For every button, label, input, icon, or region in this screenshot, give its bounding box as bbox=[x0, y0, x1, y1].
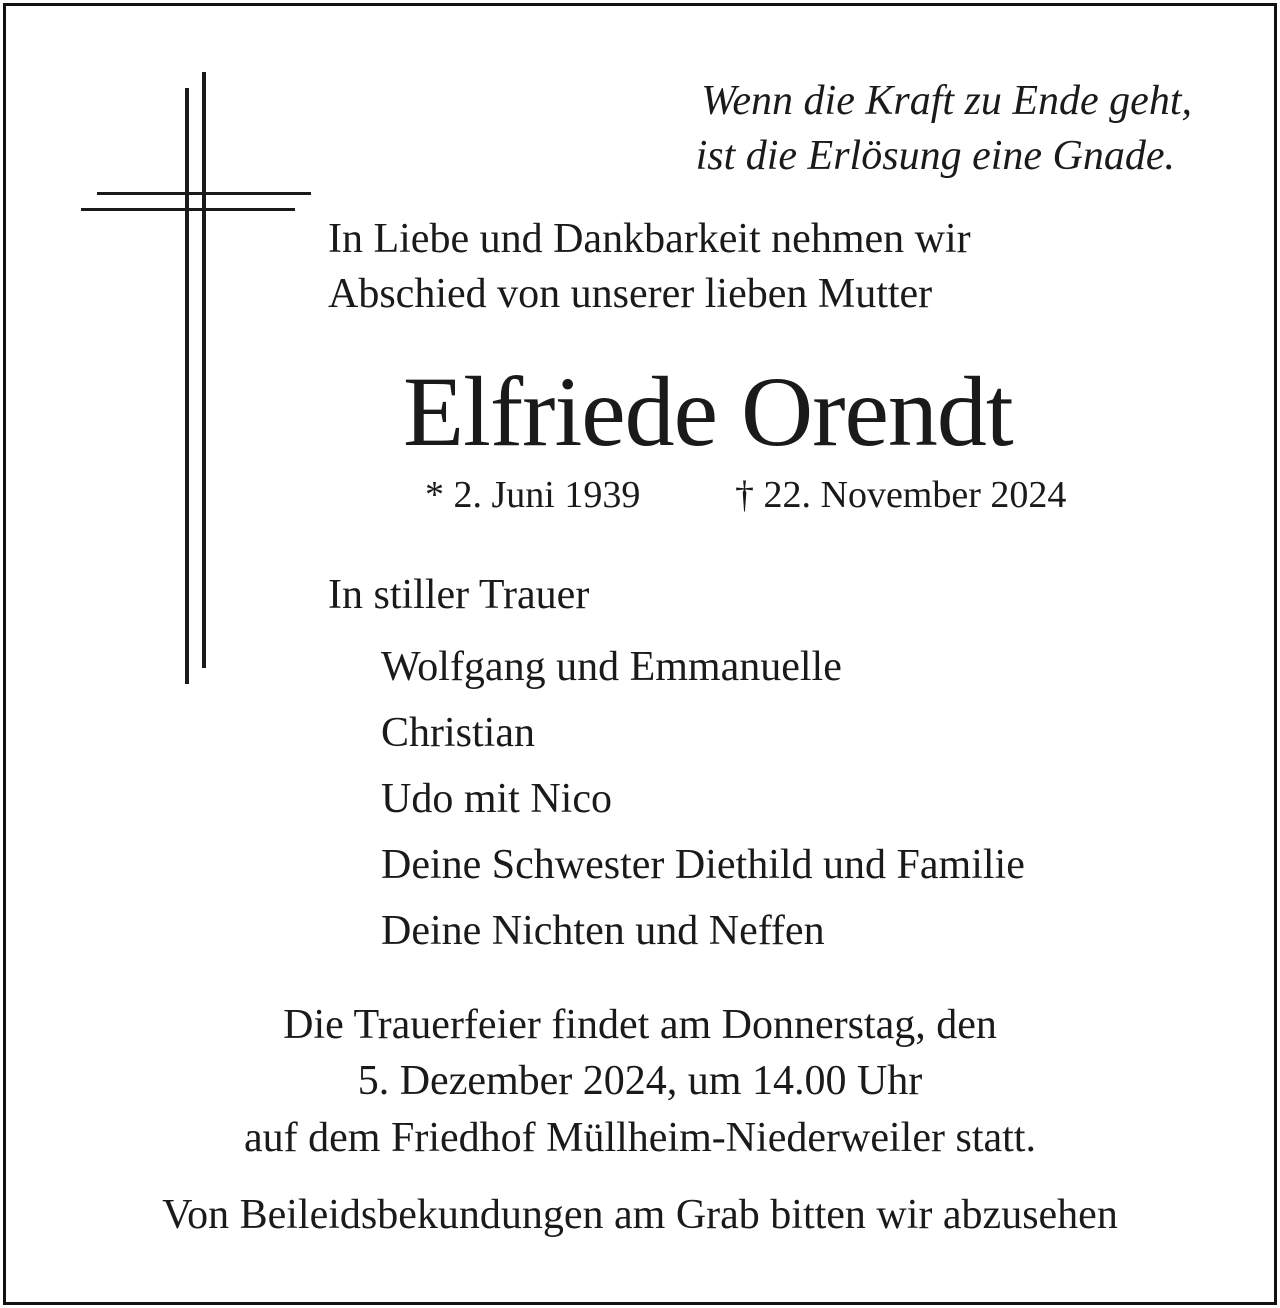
service-line-1: Die Trauerfeier findet am Donnerstag, den bbox=[283, 1002, 997, 1048]
intro-line-2: Abschied von unserer lieben Mutter bbox=[328, 271, 933, 317]
mourner-name: Deine Schwester Diethild und Familie bbox=[381, 842, 1025, 888]
deceased-name: Elfriede Orendt bbox=[403, 356, 1013, 467]
birth-date: * 2. Juni 1939 bbox=[425, 474, 641, 516]
mourner-name: Wolfgang und Emmanuelle bbox=[381, 644, 842, 690]
service-line-3: auf dem Friedhof Müllheim-Niederweiler statt. bbox=[244, 1115, 1036, 1161]
motto-line-2: ist die Erlösung eine Gnade. bbox=[695, 133, 1175, 179]
mourner-name: Deine Nichten und Neffen bbox=[381, 908, 825, 954]
service-line-2: 5. Dezember 2024, um 14.00 Uhr bbox=[357, 1058, 923, 1104]
motto-line-1: Wenn die Kraft zu Ende geht, bbox=[701, 78, 1192, 124]
mourners-heading: In stiller Trauer bbox=[328, 572, 590, 618]
mourner-name: Christian bbox=[381, 710, 535, 756]
mourner-name: Udo mit Nico bbox=[381, 776, 612, 822]
intro-line-1: In Liebe und Dankbarkeit nehmen wir bbox=[328, 216, 971, 262]
closing-note: Von Beileidsbekundungen am Grab bitten wir abzusehen bbox=[162, 1192, 1118, 1238]
death-date: † 22. November 2024 bbox=[735, 474, 1067, 516]
